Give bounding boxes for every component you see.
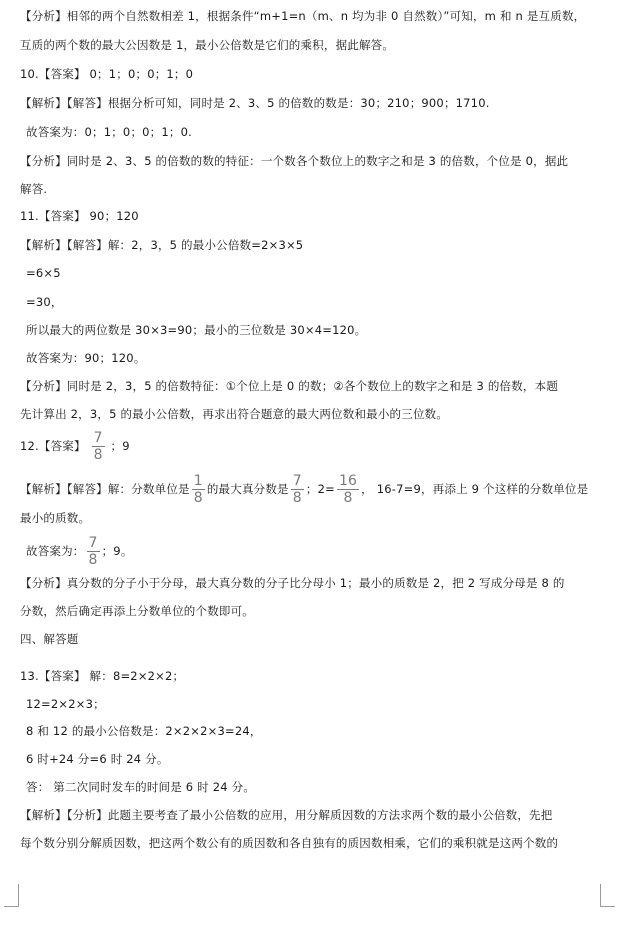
section-heading: 四、解答题 (20, 632, 79, 646)
text-line: 8 和 12 的最小公倍数是：2×2×2×3=24， (26, 724, 262, 738)
explanation-12 (20, 474, 610, 505)
page-corner-mark-left (4, 884, 19, 907)
text-line: 所以最大的两位数是 30×3=90；最小的三位数是 30×4=120。 (26, 323, 367, 337)
text-line: 【解析】【解答】根据分析可知，同时是 2、3、5 的倍数的数是：30；210；900；1710. (20, 96, 490, 110)
fraction (192, 474, 205, 505)
text-line: 故答案为：90；120。 (26, 351, 146, 365)
text-line: 故答案为：0；1；0；0；1；0. (26, 125, 192, 139)
answer-12-suffix: ；9 (110, 439, 130, 453)
text-line: 【分析】同时是 2，3，5 的倍数特征：①个位上是 0 的数；②各个数位上的数字之和是 3 的倍数，本题 (20, 379, 559, 393)
page-corner-mark-right (600, 884, 615, 907)
fraction (92, 431, 105, 462)
fraction-denominator: 8 (343, 490, 353, 506)
text-line: 分数，然后确定再添上分数单位的个数即可。 (20, 604, 254, 618)
fraction (337, 474, 359, 505)
text-line: 先计算出 2，3，5 的最小公倍数，再求出符合题意的最大两位数和最小的三位数。 (20, 407, 449, 421)
text-line: 最小的质数。 (20, 511, 91, 525)
fraction-numerator: 1 (193, 473, 203, 489)
text-line: 【分析】同时是 2、3、5 的倍数的数的特征：一个数各个数位上的数字之和是 3 的倍数，个位是 0，据此 (20, 154, 569, 168)
fraction-numerator: 7 (93, 430, 103, 446)
text-line: 答： 第二次同时发车的时间是 6 时 24 分。 (26, 780, 256, 794)
answer-12-prefix: 12.【答案】 (20, 439, 86, 453)
fraction-denominator: 8 (88, 552, 98, 568)
text-segment: ；2= (305, 482, 335, 496)
text-line: =6×5 (26, 266, 61, 280)
fraction-denominator: 8 (193, 490, 203, 506)
text-line: 每个数分别分解质因数，把这两个数公有的质因数和各自独有的质因数相乘，它们的乘积就是这两个数的 (20, 836, 559, 850)
text-line: 12=2×2×3； (26, 697, 105, 711)
answer-11: 11.【答案】 90；120 (20, 209, 139, 223)
text-line: 【解析】【分析】此题主要考查了最小公倍数的应用，用分解质因数的方法求两个数的最小公倍数，先把 (20, 808, 553, 822)
text-segment: 故答案为： (26, 544, 85, 558)
answer-12 (20, 431, 610, 462)
text-segment: ；9。 (101, 544, 133, 558)
text-line: =30， (26, 295, 63, 309)
fraction-denominator: 8 (93, 447, 103, 463)
answer-10: 10.【答案】 0；1；0；0；1；0 (20, 67, 194, 81)
fraction (87, 536, 100, 567)
fraction-numerator: 7 (88, 535, 98, 551)
fraction-numerator: 7 (292, 473, 302, 489)
text-line: 【分析】相邻的两个自然数相差 1，根据条件“m+1=n（m、n 均为非 0 自然数）”可知，m 和 n 是互质数， (20, 9, 586, 23)
text-line: 6 时+24 分=6 时 24 分。 (26, 752, 169, 766)
text-line: 互质的两个数的最大公因数是 1，最小公倍数是它们的乘积，据此解答。 (20, 38, 395, 52)
text-segment: ， 16-7=9，再添上 9 个这样的分数单位是 (361, 482, 589, 496)
fraction-denominator: 8 (292, 490, 302, 506)
answer-line-12 (26, 536, 616, 567)
text-segment: 【解析】【解答】解：分数单位是 (20, 482, 190, 496)
answer-13: 13.【答案】 解：8=2×2×2； (20, 669, 185, 683)
fraction-numerator: 16 (338, 473, 358, 489)
text-line: 【分析】真分数的分子小于分母，最大真分数的分子比分母小 1；最小的质数是 2，把 2 写成分母是 8 的 (20, 576, 565, 590)
text-line: 解答. (20, 182, 48, 196)
text-segment: 的最大真分数是 (206, 482, 289, 496)
text-line: 【解析】【解答】解：2，3，5 的最小公倍数=2×3×5 (20, 238, 304, 252)
fraction (291, 474, 304, 505)
